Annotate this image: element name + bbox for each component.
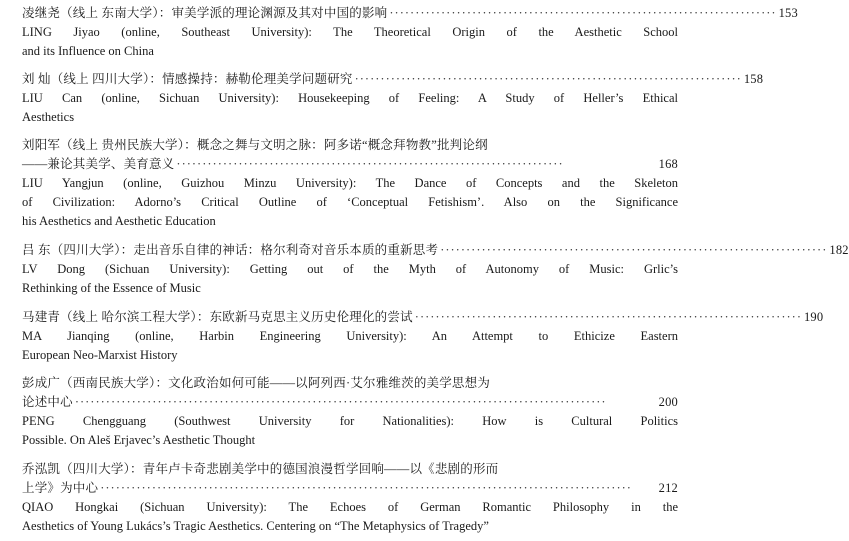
- en-title-line: MA Jianqing (online, Harbin Engineering University): An Attempt to Ethicize Eastern: [22, 329, 678, 343]
- en-title-line: Possible. On Aleš Erjavec’s Aesthetic Thought: [22, 433, 256, 447]
- leader-dots: ···········································································: [354, 72, 742, 86]
- leader-dots: ···········································································: [389, 6, 777, 20]
- en-title-line: LIU Can (online, Sichuan University): Housekeeping of Feeling: A Study of Heller’s Ethical: [22, 91, 678, 105]
- zh-title-line: 彭成广（西南民族大学）：文化政治如何可能——以阿列西·艾尔雅维茨的美学思想为: [22, 376, 491, 390]
- en-title-line: and its Influence on China: [22, 44, 154, 58]
- toc-entry: [22, 4, 798, 61]
- page-number: 153: [778, 6, 798, 20]
- zh-title: ——兼论其美学、美育意义: [22, 157, 175, 171]
- zh-title: 凌继尧（线上 东南大学）：审美学派的理论渊源及其对中国的影响: [22, 6, 388, 20]
- en-title-line: Aesthetics of Young Lukács’s Tragic Aesthetics. Centering on “The Metaphysics of Tragedy”: [22, 519, 489, 533]
- zh-title-line: [22, 393, 678, 412]
- zh-title-line: [22, 70, 764, 89]
- en-title-line: European Neo-Marxist History: [22, 348, 178, 362]
- zh-title: 吕 东（四川大学）：走出音乐自律的神话：格尔利奇对音乐本质的重新思考: [22, 243, 439, 257]
- page-number: 190: [803, 310, 824, 324]
- zh-title-line: [22, 155, 678, 174]
- en-title-line: LIU Yangjun (online, Guizhou Minzu University): The Dance of Concepts and the Skeleton: [22, 176, 678, 190]
- en-title-line: QIAO Hongkai (Sichuan University): The Echoes of German Romantic Philosophy in the: [22, 500, 678, 514]
- leader-dots: ···········································································: [414, 310, 802, 324]
- zh-title-line: 乔泓凯（四川大学）：青年卢卡奇悲剧美学中的德国浪漫哲学回响——以《悲剧的形而: [22, 462, 499, 476]
- en-title-line: LV Dong (Sichuan University): Getting out of the Myth of Autonomy of Music: Grlic’s: [22, 262, 678, 276]
- leader-dots: ···········································································: [176, 157, 564, 171]
- en-title-line: LING Jiyao (online, Southeast University): The Theoretical Origin of the Aesthetic School: [22, 25, 678, 39]
- zh-title: 论述中心: [22, 395, 73, 409]
- leader-dots: ·······································································································: [100, 481, 632, 495]
- en-title-line: PENG Chengguang (Southwest University for Nationalities): How is Cultural Politics: [22, 414, 678, 428]
- leader-dots: ·······································································································: [74, 395, 607, 409]
- page-number: 182: [829, 243, 849, 257]
- toc-entry: [22, 374, 678, 450]
- toc-entry: [22, 136, 678, 231]
- leader-dots: ···········································································: [440, 243, 828, 257]
- toc-entry: [22, 460, 678, 536]
- zh-title-line: [22, 479, 678, 498]
- zh-title-line: [22, 4, 798, 23]
- zh-title-line: [22, 241, 849, 260]
- zh-title: 刘 灿（线上 四川大学）：情感操持：赫勒伦理美学问题研究: [22, 72, 353, 86]
- page-number: 168: [658, 157, 678, 171]
- en-title-line: Aesthetics: [22, 110, 75, 124]
- toc-entry: [22, 241, 849, 298]
- toc-entry: [22, 70, 764, 127]
- zh-title: 上学》为中心: [22, 481, 99, 495]
- toc-entry: [22, 308, 824, 365]
- page-number: 212: [658, 481, 678, 495]
- en-title-line: his Aesthetics and Aesthetic Education: [22, 214, 216, 228]
- en-title-line: of Civilization: Adorno’s Critical Outline of ‘Conceptual Fetishism’. Also on the Significance: [22, 195, 678, 209]
- page-number: 158: [743, 72, 764, 86]
- zh-title: 马建青（线上 哈尔滨工程大学）：东欧新马克思主义历史伦理化的尝试: [22, 310, 413, 324]
- zh-title-line: 刘阳军（线上 贵州民族大学）：概念之舞与文明之脉：阿多诺“概念拜物教”批判论纲: [22, 138, 488, 152]
- en-title-line: Rethinking of the Essence of Music: [22, 281, 201, 295]
- page-number: 200: [658, 395, 678, 409]
- zh-title-line: [22, 308, 824, 327]
